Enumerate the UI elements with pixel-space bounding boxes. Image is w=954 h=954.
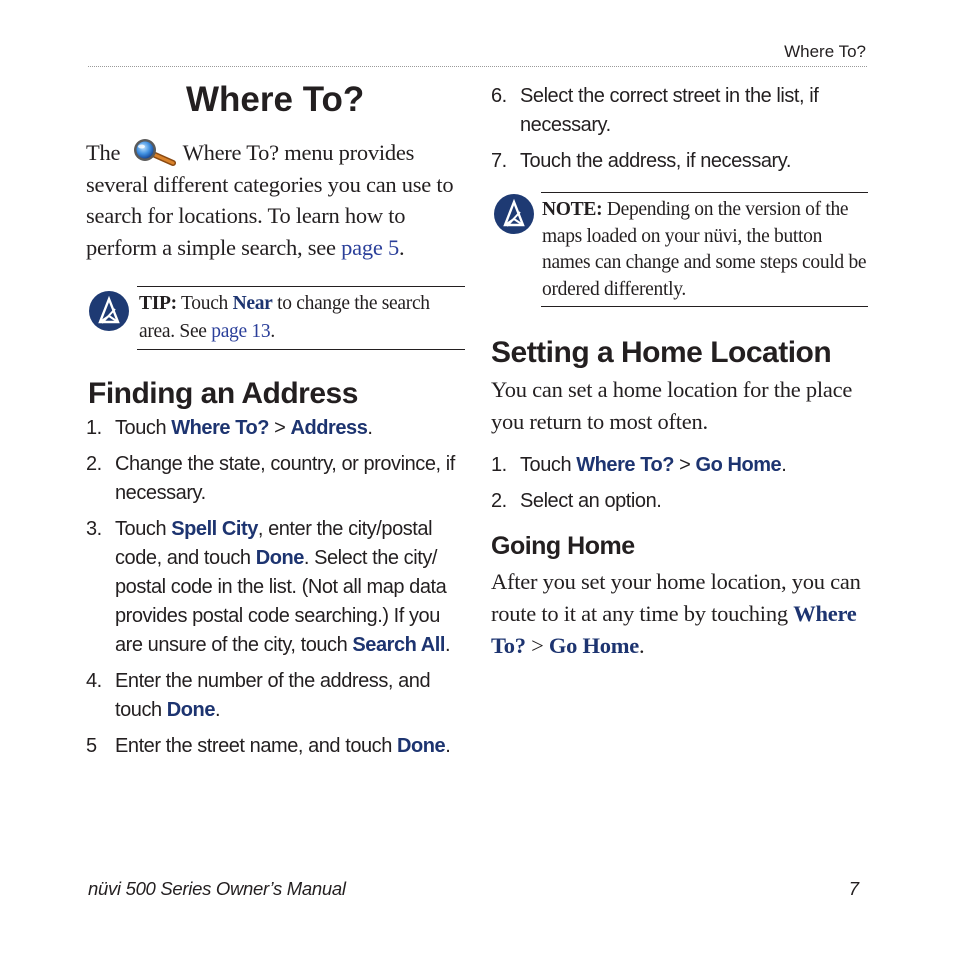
step-number: 1. (491, 454, 507, 476)
intro-page-link[interactable]: page 5 (341, 235, 399, 261)
intro-period: . (399, 235, 405, 261)
step-period: . (444, 634, 451, 656)
go-home-label: Go Home (548, 633, 640, 658)
step-text: Select an option. (520, 490, 662, 512)
near-button-label: Near (232, 293, 273, 314)
list-item (491, 487, 867, 516)
list-item (86, 732, 466, 761)
tip-box (137, 286, 465, 350)
list-item (86, 414, 466, 443)
home-steps-list (491, 451, 867, 523)
step-number: 2. (491, 490, 507, 512)
address-steps-list (86, 414, 466, 768)
step-number: 7. (491, 150, 507, 172)
list-item (491, 451, 867, 480)
menu-separator: > (679, 454, 691, 476)
note-box (541, 192, 868, 307)
spell-city-label: Spell City (171, 518, 258, 540)
intro-text-pre: The (86, 140, 121, 165)
note-compass-icon (493, 193, 535, 235)
step-number: 1. (86, 417, 102, 439)
step-period: . (215, 699, 221, 721)
note-label: NOTE: (542, 199, 603, 220)
address-label: Address (290, 417, 368, 439)
list-item (86, 450, 466, 508)
magnifier-icon (128, 138, 176, 166)
going-home-text: After you set your home location, you can route to it at any time by touching (491, 569, 861, 626)
running-header: Where To? (784, 42, 866, 61)
menu-separator: > (531, 633, 544, 658)
tip-label: TIP: (139, 293, 177, 314)
intro-paragraph (86, 137, 466, 264)
step-number: 4. (86, 670, 102, 692)
tip-text-a: Touch (181, 293, 229, 314)
tip-page-link[interactable]: page 13 (211, 321, 271, 342)
step-text: Enter the street name, and touch (115, 735, 392, 757)
intro-text: Where To? menu provides several different categories you can use to search for locations. To learn how to perform a simple search, see (86, 140, 454, 261)
home-location-heading: Setting a Home Location (491, 336, 832, 369)
home-intro-paragraph: You can set a home location for the place you return to most often. (491, 377, 853, 434)
step-text: Change the state, country, or province, if necessary. (115, 453, 455, 504)
going-home-heading: Going Home (491, 532, 635, 560)
note-compass-icon (88, 290, 130, 332)
page-title: Where To? (186, 80, 365, 119)
footer-manual-title: nüvi 500 Series Owner’s Manual (88, 878, 346, 899)
step-period: . (445, 735, 451, 757)
where-to-label: Where To? (171, 417, 270, 439)
step-number: 6. (491, 85, 507, 107)
go-home-label: Go Home (695, 454, 782, 476)
step-text: Touch the address, if necessary. (520, 150, 791, 172)
where-to-label: Where To? (576, 454, 675, 476)
done-label: Done (166, 699, 215, 721)
footer-page-number: 7 (848, 878, 859, 899)
finding-address-heading: Finding an Address (88, 377, 358, 410)
street-steps-list (491, 82, 867, 183)
step-text: Touch (115, 518, 167, 540)
step-text: , enter the city/postal code, and touch (115, 518, 433, 569)
done-label: Done (255, 547, 304, 569)
step-number: 2. (86, 453, 102, 475)
step-text: Select the correct street in the list, if necessary. (520, 85, 819, 136)
tip-text-b: to change the search area. See (139, 293, 430, 342)
going-home-period: . (639, 633, 645, 658)
where-to-label: Where To? (491, 601, 857, 658)
note-text: Depending on the version of the maps loaded on your nüvi, the button names can change and some steps could be ordered differently. (542, 199, 867, 300)
list-item (491, 82, 867, 140)
header-rule (88, 66, 867, 67)
going-home-paragraph (491, 566, 871, 662)
step-text: Enter the number of the address, and touch (115, 670, 431, 721)
list-item (86, 667, 466, 725)
step-text: Touch (520, 454, 572, 476)
step-text: . Select the city/ postal code in the list. (Not all map data provides postal code searching.) If you are unsure of the city, touch (115, 547, 447, 656)
list-item (491, 147, 867, 176)
search-all-label: Search All (352, 634, 445, 656)
done-label: Done (397, 735, 446, 757)
step-period: . (367, 417, 373, 439)
step-period: . (781, 454, 787, 476)
menu-separator: > (274, 417, 286, 439)
step-number: 5 (86, 735, 97, 757)
tip-period: . (270, 321, 275, 342)
step-text: Touch (115, 417, 167, 439)
list-item (86, 515, 466, 660)
step-number: 3. (86, 518, 102, 540)
